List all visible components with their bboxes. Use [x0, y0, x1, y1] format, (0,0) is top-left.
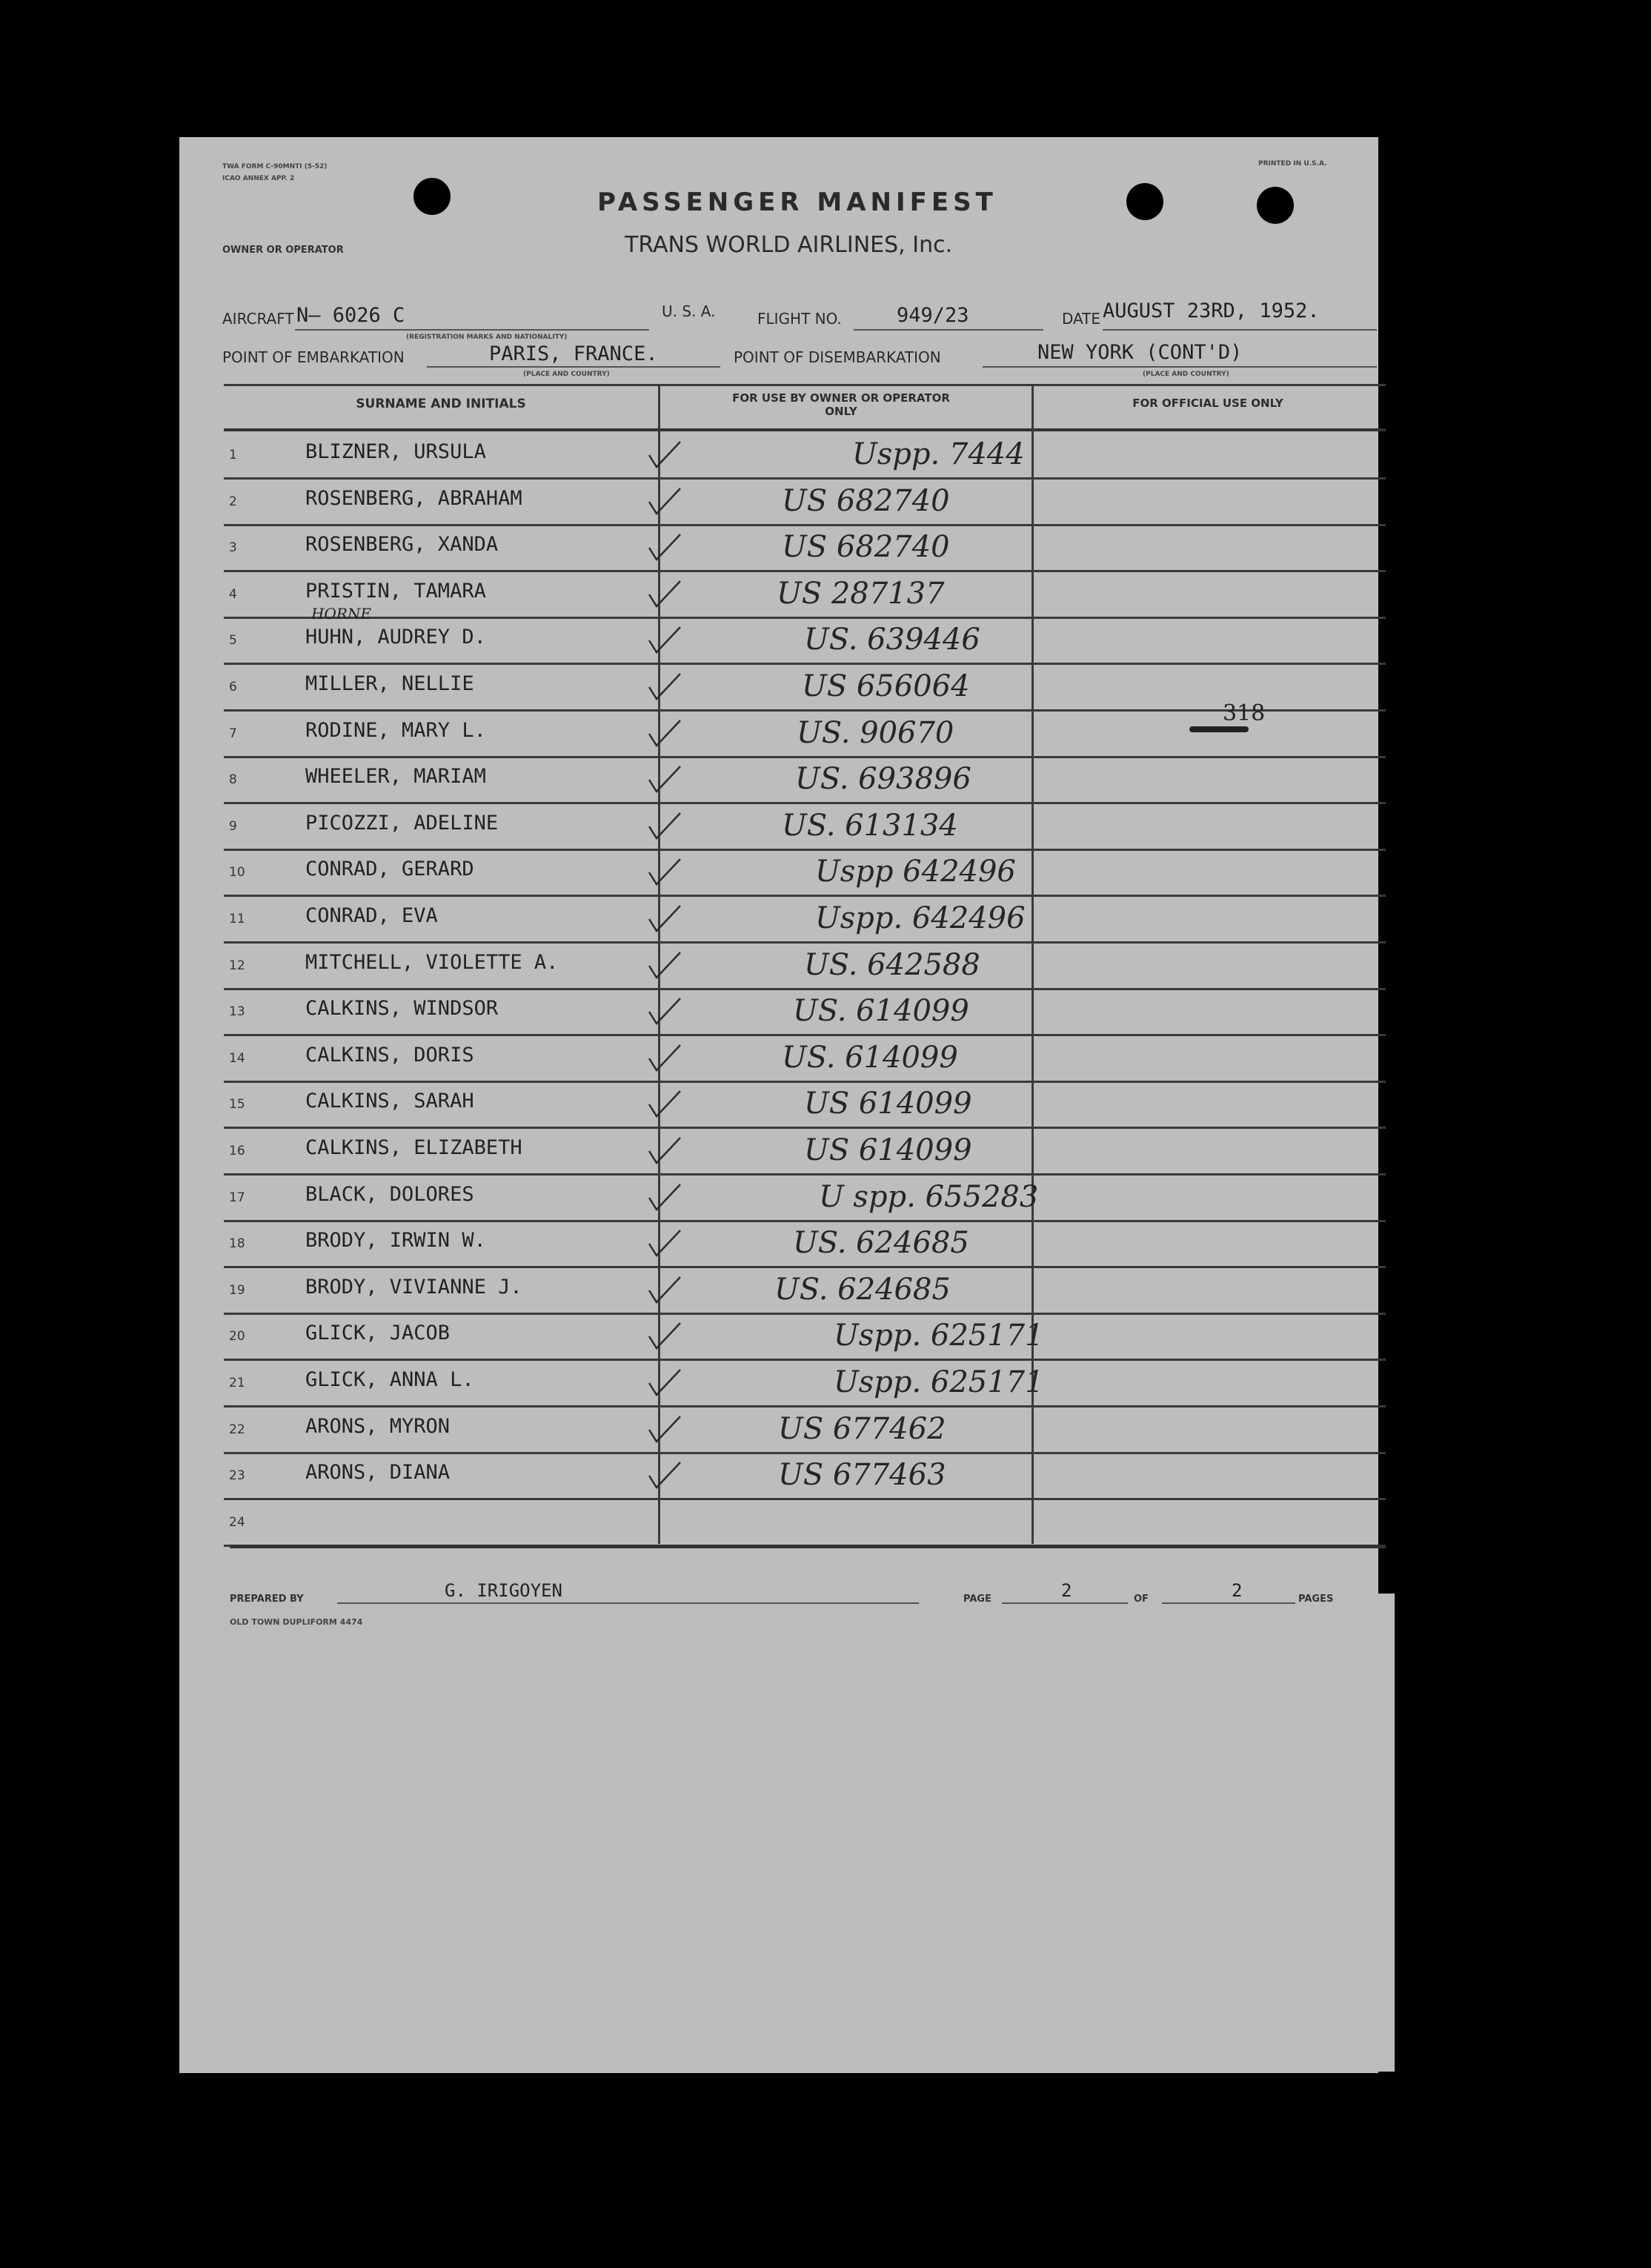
table-row: [224, 1452, 1386, 1500]
check-mark-icon: [646, 1456, 683, 1493]
manifest-sheet-lower: [194, 1594, 1395, 2072]
check-mark-icon: [646, 1039, 683, 1076]
passport-number: Uspp 642496: [815, 855, 1016, 889]
row-number: 24: [229, 1514, 245, 1530]
passport-number: US. 614099: [793, 994, 969, 1029]
flight-no-value: 949/23: [897, 304, 969, 327]
table-row: [224, 1313, 1386, 1361]
table-row: [224, 431, 1386, 480]
passenger-name: BRODY, IRWIN W.: [305, 1229, 486, 1253]
passenger-name: ROSENBERG, ABRAHAM: [305, 486, 522, 510]
registration-note: (REGISTRATION MARKS AND NATIONALITY): [406, 334, 568, 341]
date-value: AUGUST 23RD, 1952.: [1103, 299, 1320, 322]
punch-hole: [1126, 183, 1163, 220]
table-row: [224, 1174, 1386, 1222]
table-row: [224, 942, 1386, 990]
table-row: [224, 1406, 1386, 1454]
table-row: [224, 1081, 1386, 1129]
table-row: [224, 849, 1386, 897]
table-row: [224, 756, 1386, 804]
row-number: 5: [229, 633, 237, 649]
punch-hole: [413, 178, 451, 215]
check-mark-icon: [646, 1224, 683, 1261]
row-number: 2: [229, 494, 237, 509]
check-mark-icon: [646, 1132, 683, 1169]
passenger-name: CALKINS, ELIZABETH: [305, 1136, 522, 1159]
check-mark-icon: [646, 760, 683, 798]
check-mark-icon: [646, 1317, 683, 1354]
row-number: 23: [229, 1468, 245, 1484]
passenger-name: ARONS, MYRON: [305, 1414, 451, 1438]
passport-number: US. 613134: [782, 808, 958, 843]
passport-number: Uspp. 625171: [834, 1319, 1044, 1353]
row-number: 8: [229, 772, 237, 788]
passenger-name: RODINE, MARY L.: [305, 718, 486, 742]
check-mark-icon: [646, 436, 683, 473]
table-row: [224, 1267, 1386, 1315]
punch-hole: [1257, 187, 1294, 224]
passenger-name: ARONS, DIANA: [305, 1461, 451, 1485]
margin-note: 318: [1223, 700, 1266, 726]
row-number: 10: [229, 865, 245, 881]
passport-number: US 677463: [778, 1458, 946, 1493]
table-row: [224, 1127, 1386, 1176]
table-row: [224, 1499, 1386, 1547]
row-number: 7: [229, 726, 237, 741]
passport-number: U spp. 655283: [819, 1179, 1039, 1214]
passport-number: Uspp. 7444: [852, 437, 1025, 471]
passport-number: US 614099: [804, 1133, 972, 1167]
passenger-name: CALKINS, SARAH: [305, 1090, 474, 1113]
check-mark-icon: [646, 1410, 683, 1448]
passport-number: US. 693896: [795, 762, 971, 797]
passenger-name: GLICK, JACOB: [305, 1322, 451, 1345]
row-number: 3: [229, 540, 237, 556]
table-row: [224, 988, 1386, 1036]
date-label: DATE: [1062, 310, 1101, 328]
check-mark-icon: [646, 1364, 683, 1401]
check-mark-icon: [646, 992, 683, 1029]
icao-note: ICAO ANNEX APP. 2: [222, 175, 295, 182]
passenger-name: BLACK, DOLORES: [305, 1182, 474, 1206]
page-total: 2: [1232, 1580, 1243, 1601]
place-note-2: (PLACE AND COUNTRY): [1143, 371, 1229, 378]
row-number: 11: [229, 912, 245, 926]
embarkation-value: PARIS, FRANCE.: [489, 342, 658, 365]
row-number: 12: [229, 958, 245, 973]
table-row: [224, 1220, 1386, 1268]
airline-name: TRANS WORLD AIRLINES, Inc.: [625, 232, 953, 258]
check-mark-icon: [646, 1178, 683, 1216]
row-number: 19: [229, 1282, 245, 1298]
col-header-owner: FOR USE BY OWNER OR OPERATOR ONLY: [732, 391, 950, 418]
pages-label: PAGES: [1298, 1594, 1334, 1605]
row-number: 18: [229, 1236, 245, 1252]
passenger-name: CALKINS, DORIS: [305, 1043, 474, 1067]
printer-note: OLD TOWN DUPLIFORM 4474: [230, 1617, 363, 1627]
passport-number: US 287137: [777, 576, 945, 611]
table-row: [224, 710, 1386, 758]
passport-number: US 614099: [804, 1087, 972, 1121]
table-row: [224, 663, 1386, 712]
table-row: [224, 895, 1386, 944]
name-annotation: HORNE: [311, 605, 371, 623]
passport-number: US. 90670: [797, 715, 954, 750]
usa-label: U. S. A.: [662, 302, 716, 320]
passport-number: US. 624685: [793, 1226, 969, 1261]
passport-number: Uspp. 642496: [815, 901, 1026, 935]
passport-number: US. 642588: [804, 947, 980, 982]
table-row: [224, 1359, 1386, 1407]
embarkation-label: POINT OF EMBARKATION: [222, 348, 405, 366]
check-mark-icon: [646, 946, 683, 984]
flight-no-label: FLIGHT NO.: [757, 310, 842, 328]
page-title: PASSENGER MANIFEST: [597, 188, 997, 217]
passenger-name: GLICK, ANNA L.: [305, 1368, 474, 1391]
row-number: 15: [229, 1097, 245, 1113]
passenger-name: MITCHELL, VIOLETTE A.: [305, 950, 559, 974]
row-number: 6: [229, 680, 237, 694]
printed-note: PRINTED IN U.S.A.: [1258, 160, 1327, 168]
passport-number: US 682740: [782, 530, 950, 565]
passenger-name: ROSENBERG, XANDA: [305, 533, 499, 557]
row-number: 16: [229, 1144, 245, 1158]
passenger-name: WHEELER, MARIAM: [305, 765, 486, 789]
check-mark-icon: [646, 714, 683, 752]
passport-number: US 682740: [782, 483, 950, 518]
disembarkation-value: NEW YORK (CONT'D): [1037, 341, 1243, 364]
passenger-name: MILLER, NELLIE: [305, 672, 474, 695]
page-label: PAGE: [963, 1594, 991, 1605]
row-number: 14: [229, 1050, 245, 1066]
row-number: 1: [229, 448, 237, 462]
passport-number: Uspp. 625171: [834, 1365, 1044, 1399]
passenger-name: PICOZZI, ADELINE: [305, 811, 499, 835]
form-id: TWA FORM C-90MNTI (5-52): [222, 163, 328, 170]
passenger-name: BRODY, VIVIANNE J.: [305, 1275, 522, 1299]
table-row: [224, 571, 1386, 619]
row-number: 13: [229, 1004, 245, 1020]
of-label: OF: [1134, 1594, 1149, 1605]
check-mark-icon: [646, 528, 683, 566]
check-mark-icon: [646, 900, 683, 937]
check-mark-icon: [646, 621, 683, 658]
passenger-name: BLIZNER, URSULA: [305, 440, 486, 463]
passenger-name: HUHN, AUDREY D.: [305, 626, 486, 649]
table-row: [224, 478, 1386, 526]
row-number: 22: [229, 1422, 245, 1437]
row-number: 17: [229, 1190, 245, 1205]
check-mark-icon: [646, 575, 683, 612]
passport-number: US 656064: [802, 669, 970, 703]
table-row: [224, 1035, 1386, 1083]
check-mark-icon: [646, 1085, 683, 1122]
check-mark-icon: [646, 853, 683, 890]
aircraft-value: N— 6026 C: [296, 304, 405, 327]
col-header-official: FOR OFFICIAL USE ONLY: [1132, 397, 1283, 410]
check-mark-icon: [646, 807, 683, 844]
table-row: [224, 803, 1386, 851]
table-row: [224, 605, 1386, 665]
table-row: [224, 524, 1386, 572]
passenger-name: CONRAD, EVA: [305, 904, 438, 927]
passenger-name: PRISTIN, TAMARA: [305, 579, 486, 603]
col-header-name: SURNAME AND INITIALS: [356, 397, 526, 411]
prepared-by-value: G. IRIGOYEN: [445, 1580, 562, 1601]
disembarkation-label: POINT OF DISEMBARKATION: [734, 348, 941, 366]
passport-number: US. 614099: [782, 1040, 958, 1075]
place-note-1: (PLACE AND COUNTRY): [523, 371, 610, 378]
row-number: 20: [229, 1329, 245, 1344]
prepared-by-label: PREPARED BY: [230, 1594, 304, 1605]
row-number: 4: [229, 586, 237, 602]
passport-number: US. 624685: [774, 1272, 951, 1307]
aircraft-label: AIRCRAFT: [222, 310, 294, 328]
check-mark-icon: [646, 483, 683, 520]
passport-number: US 677462: [778, 1411, 946, 1446]
passport-number: US. 639446: [804, 623, 980, 657]
owner-label: OWNER OR OPERATOR: [222, 245, 344, 256]
passenger-name: CONRAD, GERARD: [305, 858, 474, 881]
passenger-name: CALKINS, WINDSOR: [305, 997, 499, 1021]
check-mark-icon: [646, 668, 683, 705]
row-number: 21: [229, 1376, 245, 1390]
row-number: 9: [229, 818, 237, 834]
page-number: 2: [1061, 1580, 1072, 1601]
check-mark-icon: [646, 1271, 683, 1308]
